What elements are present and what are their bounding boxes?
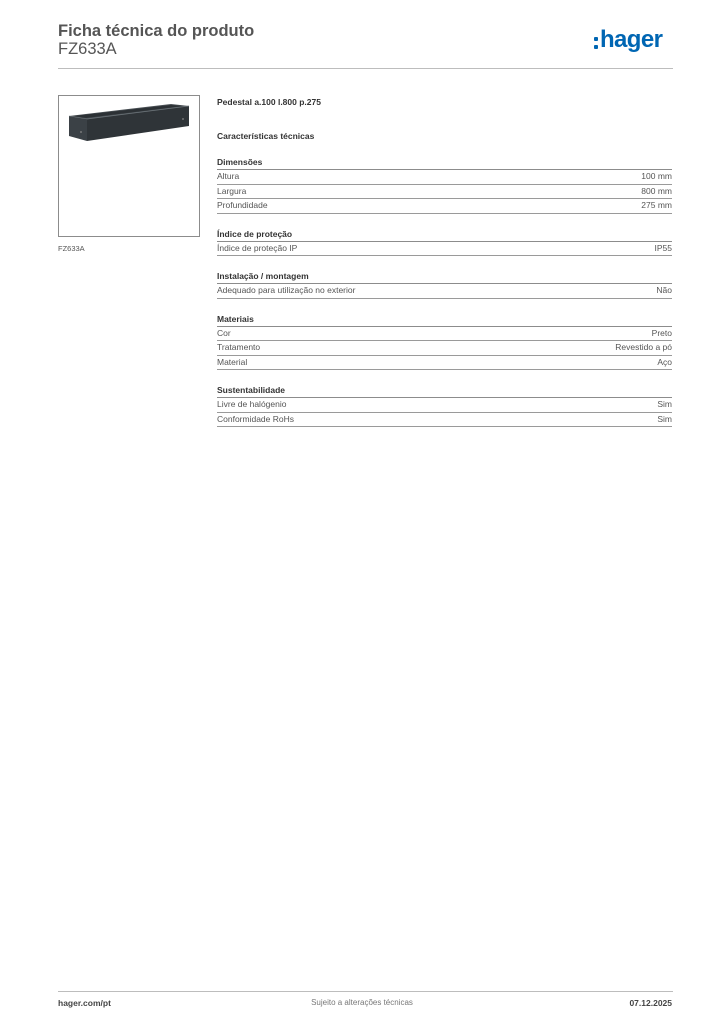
spec-group — [217, 313, 672, 371]
spec-group-title: Dimensões — [217, 156, 672, 170]
spec-row — [217, 398, 672, 413]
spec-group-title: Instalação / montagem — [217, 270, 672, 284]
spec-value: Revestido a pó — [615, 342, 672, 352]
product-reference: FZ633A — [58, 40, 117, 58]
footer-website[interactable]: hager.com/pt — [58, 998, 111, 1008]
footer-divider — [58, 991, 673, 992]
spec-label: Tratamento — [217, 342, 261, 352]
spec-row — [217, 242, 672, 257]
spec-row — [217, 199, 672, 214]
spec-label: Altura — [217, 171, 240, 181]
spec-group-title: Índice de proteção — [217, 228, 672, 242]
spec-value: Sim — [657, 399, 672, 409]
spec-value: Não — [656, 285, 672, 295]
spec-label: Largura — [217, 185, 247, 196]
header-divider — [58, 68, 673, 69]
spec-label: Material — [217, 356, 248, 367]
spec-group — [217, 156, 672, 214]
spec-row — [217, 356, 672, 371]
spec-group — [217, 228, 672, 257]
footer-date: 07.12.2025 — [629, 998, 672, 1008]
spec-value: 100 mm — [641, 171, 672, 181]
footer-notice: Sujeito a alterações técnicas — [311, 998, 413, 1007]
spec-row — [217, 327, 672, 342]
spec-groups — [217, 156, 672, 427]
image-caption: FZ633A — [58, 244, 85, 253]
spec-row — [217, 413, 672, 428]
logo-dots-icon — [594, 37, 598, 53]
spec-group-title: Materiais — [217, 313, 672, 327]
product-image — [58, 95, 200, 237]
spec-group — [217, 384, 672, 427]
spec-label: Livre de halógenio — [217, 399, 287, 409]
section-title: Características técnicas — [217, 131, 315, 141]
spec-row — [217, 185, 672, 200]
spec-group — [217, 270, 672, 299]
spec-label: Profundidade — [217, 200, 268, 210]
logo-text: hager — [600, 26, 663, 53]
product-name: Pedestal a.100 l.800 p.275 — [217, 97, 321, 107]
spec-row — [217, 341, 672, 356]
spec-content — [217, 96, 672, 427]
spec-label: Cor — [217, 327, 231, 338]
spec-value: 800 mm — [641, 185, 672, 196]
page-title: Ficha técnica do produto — [58, 22, 255, 40]
spec-value: Sim — [657, 413, 672, 424]
spec-value: 275 mm — [641, 200, 672, 210]
spec-value: Preto — [651, 327, 672, 338]
spec-label: Adequado para utilização no exterior — [217, 285, 356, 295]
spec-label: Conformidade RoHs — [217, 413, 295, 424]
spec-value: Aço — [657, 356, 672, 367]
pedestal-product-image — [59, 96, 199, 236]
spec-row — [217, 284, 672, 299]
spec-value: IP55 — [654, 242, 672, 253]
spec-label: Índice de proteção IP — [217, 242, 298, 253]
spec-group-title: Sustentabilidade — [217, 384, 672, 398]
spec-row — [217, 170, 672, 185]
